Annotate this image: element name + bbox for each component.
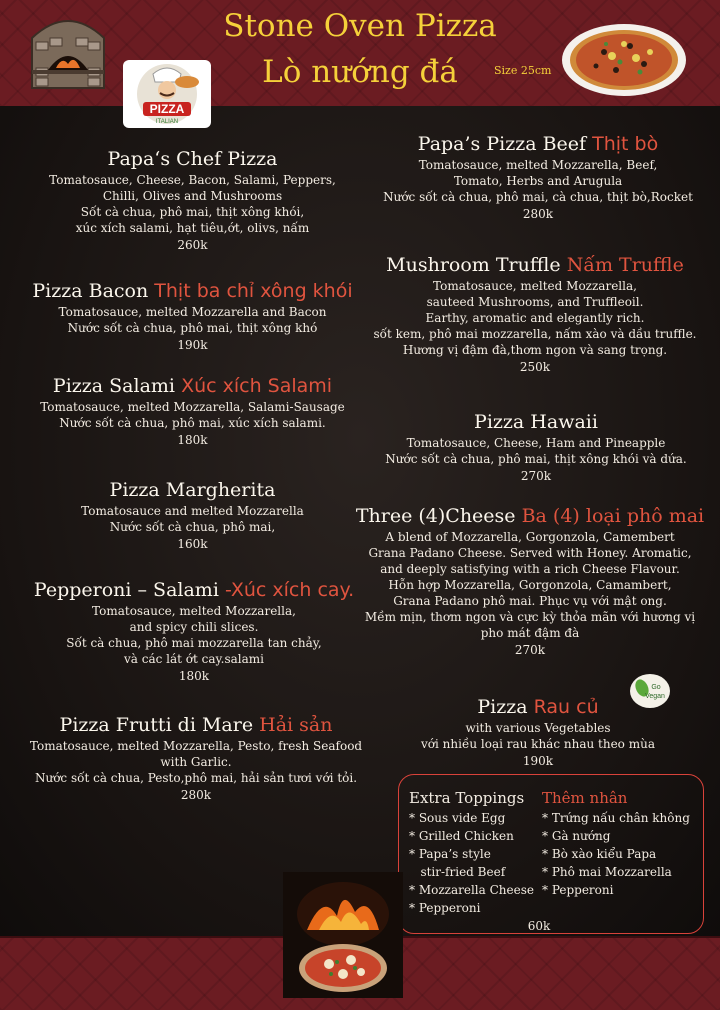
- item-name-vi: Rau củ: [533, 696, 599, 718]
- item-desc: Hỗn hợp Mozzarella, Gorgonzola, Camambert,: [388, 578, 672, 592]
- item-desc: Tomatosauce, melted Mozzarella, Beef,: [418, 158, 658, 172]
- item-name-vi: -Xúc xích cay.: [224, 579, 355, 601]
- menu-item-salami: [20, 373, 365, 448]
- item-desc: with Garlic.: [160, 755, 232, 769]
- item-desc: Grana Padano phô mai. Phục vụ với mật ong.: [393, 594, 667, 608]
- item-price: 270k: [514, 643, 546, 657]
- item-desc: Mềm mịn, thơm ngon và cực kỳ thỏa mãn với hương vị: [364, 610, 696, 624]
- item-desc: Tomatosauce, melted Mozzarella and Bacon: [58, 305, 327, 319]
- menu-item-hawaii: [355, 409, 717, 484]
- item-name: Pizza Frutti di Mare: [59, 714, 254, 736]
- item-desc: Tomatosauce and melted Mozzarella: [81, 504, 304, 518]
- item-desc: Hương vị đậm đà,thơm ngon và sang trọng.: [402, 343, 668, 357]
- menu-title-vi: Lò nướng đá: [262, 54, 458, 90]
- extra-toppings-box: [398, 774, 704, 934]
- item-name-vi: Ba (4) loại phô mai: [521, 505, 705, 527]
- item-price: 190k: [522, 754, 554, 768]
- item-price: 180k: [177, 433, 208, 447]
- extras-price: 60k: [527, 919, 551, 933]
- extras-item: * Bò xào kiểu Papa: [542, 847, 657, 861]
- item-price: 280k: [180, 788, 212, 802]
- menu-item-truffle: [350, 252, 720, 375]
- item-name: Pizza Salami: [52, 375, 176, 397]
- item-desc: with various Vegetables: [465, 721, 611, 735]
- extras-item: * Pepperoni: [542, 883, 614, 897]
- item-desc: Nước sốt cà chua, phô mai,: [109, 520, 276, 534]
- extras-item: stir-fried Beef: [409, 865, 506, 879]
- item-desc: Tomatosauce, melted Mozzarella,: [92, 604, 296, 618]
- item-name: Papa’s Pizza Beef: [417, 133, 587, 155]
- item-name-vi: Thịt bò: [592, 133, 659, 155]
- menu-item-cheese: [345, 503, 715, 658]
- item-name-vi: Thịt ba chỉ xông khói: [154, 280, 353, 302]
- item-name: Papa‘s Chef Pizza: [107, 148, 278, 170]
- svg-text:Go: Go: [651, 684, 661, 691]
- extras-title-en: Extra Toppings: [409, 789, 525, 807]
- item-name: Pizza Hawaii: [474, 411, 598, 433]
- item-desc: và các lát ớt cay.salami: [123, 652, 265, 666]
- extras-item: * Gà nướng: [542, 829, 611, 843]
- item-name: Mushroom Truffle: [386, 254, 561, 276]
- item-name: Pizza Bacon: [32, 280, 149, 302]
- extras-vi-column: [542, 789, 690, 899]
- item-name: Pizza: [477, 696, 528, 718]
- item-desc: Tomato, Herbs and Arugula: [453, 174, 623, 188]
- item-price: 190k: [177, 338, 208, 352]
- item-desc: Tomatosauce, melted Mozzarella, Salami-Sausage: [40, 400, 345, 414]
- menu-item-frutti: [14, 712, 378, 803]
- item-desc: Sốt cà chua, phô mai mozzarella tan chảy,: [66, 636, 322, 650]
- item-desc: Nước sốt cà chua, Pesto,phô mai, hải sản tươi với tỏi.: [34, 771, 358, 785]
- oven-fire-pizza-icon: [283, 872, 403, 998]
- menu-item-margherita: [20, 477, 365, 552]
- item-desc: xúc xích salami, hạt tiêu,ớt, olivs, nấm: [75, 221, 310, 235]
- item-desc: and deeply satisfying with a rich Cheese Flavour.: [380, 562, 680, 576]
- item-name: Pizza Margherita: [109, 479, 276, 501]
- item-desc: Nước sốt cà chua, phô mai, thịt xông khói và dứa.: [385, 452, 687, 466]
- go-vegan-badge: [629, 673, 671, 709]
- item-name-vi: Xúc xích Salami: [181, 375, 333, 397]
- item-price: 250k: [519, 360, 551, 374]
- item-desc: Tomatosauce, Cheese, Ham and Pineapple: [406, 436, 666, 450]
- svg-text:ITALIAN: ITALIAN: [155, 119, 179, 125]
- item-price: 270k: [520, 469, 552, 483]
- pizza-size-label: Size 25cm: [494, 64, 552, 77]
- item-desc: Tomatosauce, Cheese, Bacon, Salami, Peppers,: [49, 173, 336, 187]
- item-price: 260k: [177, 238, 208, 252]
- extras-item: * Papa’s style: [409, 847, 491, 861]
- extras-item: * Sous vide Egg: [409, 811, 506, 825]
- item-name: Three (4)Cheese: [355, 505, 516, 527]
- menu-item-beef: [358, 131, 718, 222]
- extras-item: * Grilled Chicken: [409, 829, 514, 843]
- item-name: Pepperoni – Salami: [33, 579, 219, 601]
- item-desc: sauteed Mushrooms, and Truffleoil.: [426, 295, 644, 309]
- item-desc: A blend of Mozzarella, Gorgonzola, Camembert: [385, 530, 675, 544]
- item-desc: Chilli, Olives and Mushrooms: [102, 189, 283, 203]
- item-desc: Tomatosauce, melted Mozzarella, Pesto, fresh Seafood: [29, 739, 363, 753]
- pizza-photo-icon: [560, 22, 688, 98]
- item-desc: với nhiều loại rau khác nhau theo mùa: [421, 737, 655, 751]
- extras-item: * Phô mai Mozzarella: [542, 865, 672, 879]
- menu-title-en: Stone Oven Pizza: [223, 8, 497, 44]
- item-desc: Earthy, aromatic and elegantly rich.: [425, 311, 645, 325]
- item-price: 280k: [522, 207, 554, 221]
- menu-item-chef: [20, 146, 365, 253]
- item-desc: pho mát đậm đà: [480, 626, 580, 640]
- svg-text:Vegan: Vegan: [645, 693, 665, 700]
- item-desc: Sốt cà chua, phô mai, thịt xông khói,: [80, 205, 305, 219]
- item-desc: Nước sốt cà chua, phô mai, cà chua, thịt bò,Rocket: [383, 190, 693, 204]
- extras-en-column: [409, 789, 534, 917]
- extras-title-vi: Thêm nhân: [542, 789, 628, 807]
- extras-item: * Trứng nấu chân không: [542, 811, 690, 825]
- extras-item: * Mozzarella Cheese: [409, 883, 534, 897]
- item-name-vi: Nấm Truffle: [566, 254, 684, 276]
- menu-item-pepperoni: [14, 577, 374, 684]
- item-desc: Tomatosauce, melted Mozzarella,: [433, 279, 637, 293]
- item-desc: sốt kem, phô mai mozzarella, nấm xào và dầu truffle.: [373, 327, 697, 341]
- item-desc: Nước sốt cà chua, phô mai, thịt xông khó: [67, 321, 318, 335]
- item-desc: Grana Padano Cheese. Served with Honey. Aromatic,: [368, 546, 692, 560]
- item-desc: Nước sốt cà chua, phô mai, xúc xích salami.: [59, 416, 326, 430]
- item-name-vi: Hải sản: [259, 714, 333, 736]
- menu-item-bacon: [20, 278, 365, 353]
- item-desc: and spicy chili slices.: [129, 620, 259, 634]
- item-price: 180k: [178, 669, 210, 683]
- svg-text:PIZZA: PIZZA: [149, 102, 185, 116]
- item-price: 160k: [177, 537, 208, 551]
- extras-item: * Pepperoni: [409, 901, 481, 915]
